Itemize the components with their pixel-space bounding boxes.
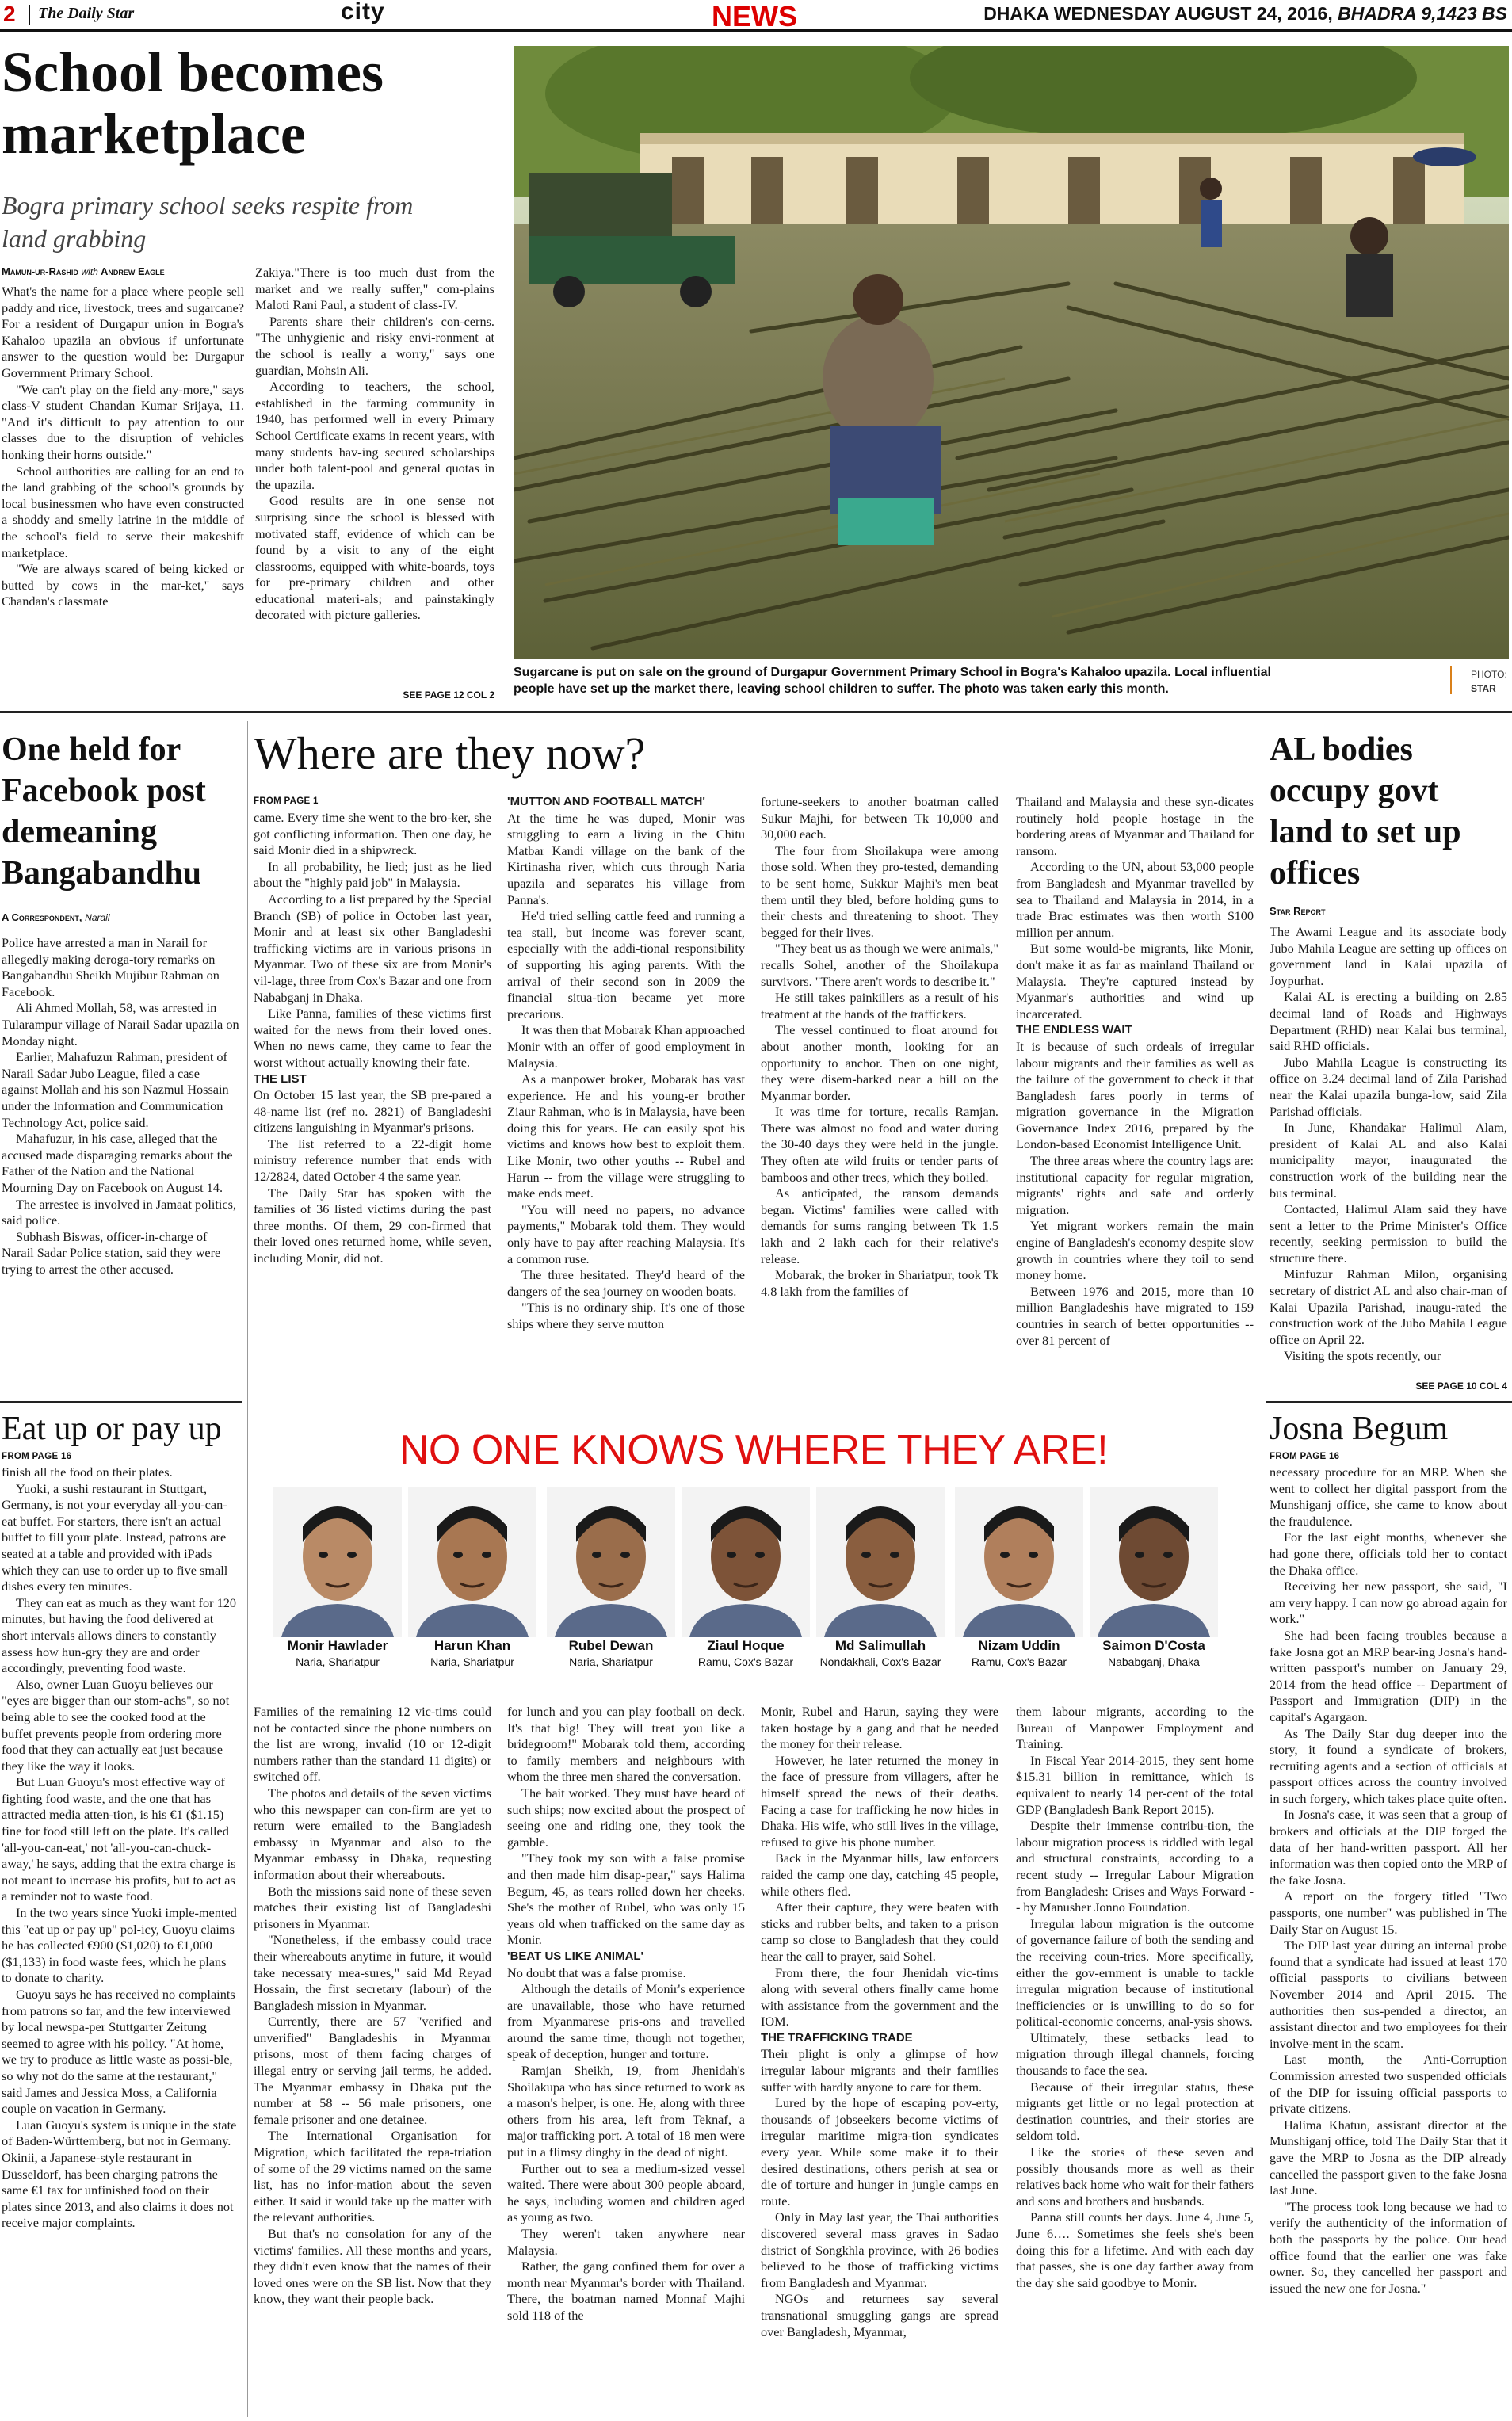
paragraph: But that's no consolation for any of the victims' families. All these months and years, they didn't even know that the names of their loved ones were on the SB list. Now that they know, they want their people back. xyxy=(254,2226,491,2307)
facebook-body: Police have arrested a man in Narail for allegedly making deroga-tory remarks on Bangabandhu Sheikh Mujibur Rahman on Facebook. Ali Ahmed Mollah, 58, was arrested in Tularampur village of Narail Sadar upazila on Monday night. Earlier, Mahafuzur Rahman, president of Narail Sadar Jubo League, filed a case against Mollah and his son Nazmul Hossain under the Information and Communication Technology Act, police said. Mahafuzur, in his case, alleged that the accused made disparaging remarks about the Father of the Nation and the National Mourning Day on Facebook on August 14. The arrestee is involved in Jamaat politics, said police. Subhash Biswas, officer-in-charge of Narail Sadar Police station, said they were trying to arrest the other accused. xyxy=(2,935,239,1277)
where-col-3 xyxy=(761,794,998,1300)
lead-jump: SEE PAGE 12 COL 2 xyxy=(403,689,494,701)
paragraph: them labour migrants, according to the Bureau of Manpower Employment and Training. xyxy=(1016,1704,1254,1752)
paragraph: As a manpower broker, Mobarak has vast experience. He and his young-er brother Ziaur Rahman, who is in Malaysia, have been doing this for years. He can easily spot his victims and knows how best to exploit them. Like Monir, two other youths -- Rubel and Harun -- from the village were struggling to make ends meet. xyxy=(507,1071,745,1201)
paragraph: Panna still counts her days. June 4, June 5, June 6…. Sometimes she feels she's been doing this for a lifetime. And with each day that passes, she is one day farther away from the day she said goodbye to Monir. xyxy=(1016,2209,1254,2290)
paragraph: Thailand and Malaysia and these syn-dicates routinely hold people hostage in the bordering areas of Myanmar and Thailand for ransom. xyxy=(1016,794,1254,858)
sugarcane-market-photo xyxy=(514,46,1509,659)
paragraph: In Fiscal Year 2014-2015, they sent home $15.31 billion in remittance, which is equivalent to nearly 14 per-cent of the total GDP (Bangladesh Bank Report 2015). xyxy=(1016,1752,1254,1817)
where-from: FROM PAGE 1 xyxy=(254,796,319,806)
paragraph: Families of the remaining 12 vic-tims could not be contacted since the phone numbers on the list are wrong, invalid (10 or 12-digit numbers rather than the standard 11 digits) or switched off. xyxy=(254,1704,491,1785)
lead-subtitle: Bogra primary school seeks respite from land grabbing xyxy=(2,191,414,253)
paragraph: On October 15 last year, the SB pre-pared a 48-name list (ref no. 2821) of Bangladeshi citizens languishing in Myanmar's prisons. xyxy=(254,1087,491,1136)
paragraph: Because of their irregular status, these migrants get little or no legal protection at destination countries, and their stories are seldom told. xyxy=(1016,2079,1254,2144)
paragraph: From there, the four Jhenidah vic-tims along with several others finally came home with assistance from the government and the IOM. xyxy=(761,1965,998,2030)
missing-person-name: Saimon D'Costa xyxy=(1102,1638,1205,1653)
portrait-photo xyxy=(547,1487,675,1637)
paragraph: Ramjan Sheikh, 19, from Jhenidah's Shoilakupa who has since returned to work as a mason's helper, is one. He, along with three others from his area, left from Teknaf, a major trafficking port. A total of 18 men were put in a flimsy dinghy in the dead of night. xyxy=(507,2063,745,2160)
missing-person-name: Ziaul Hoque xyxy=(707,1638,785,1653)
news-label: NEWS xyxy=(712,0,797,32)
paragraph: "They took my son with a false promise and then made him disap-pear," says Halima Begum, 45, as tears rolled down her cheeks. She's the mother of Rubel, who was only 15 years old when trafficked on the same day as Monir. xyxy=(507,1850,745,1948)
josna-from: FROM PAGE 16 xyxy=(1270,1452,1340,1461)
al-bottom-rule xyxy=(1266,1401,1512,1403)
paragraph: Between 1976 and 2015, more than 10 million Bangladeshis have migrated to 159 countries in search of better opportunities -- over 81 percent of xyxy=(1016,1283,1254,1348)
missing-person-name: Rubel Dewan xyxy=(568,1638,654,1653)
missing-banner: NO ONE KNOWS WHERE THEY ARE! xyxy=(399,1427,1109,1473)
eatup-from: FROM PAGE 16 xyxy=(2,1452,72,1461)
paragraph: Their plight is only a glimpse of how irregular labour migrants and their families suffer with hardly anyone to care for them. xyxy=(761,2046,998,2095)
paragraph: Like the stories of these seven and possibly thousands more as well as their relatives back home who wait for their fathers and sons and brothers and husbands. xyxy=(1016,2144,1254,2209)
missing-person-location: Naria, Shariatpur xyxy=(569,1655,653,1668)
lead-photo xyxy=(514,46,1509,659)
subhead: 'MUTTON AND FOOTBALL MATCH' xyxy=(507,795,705,808)
facebook-byline: A Correspondent, Narail xyxy=(2,911,110,923)
issue-date xyxy=(983,3,1507,25)
missing-person-name: Md Salimullah xyxy=(834,1638,926,1653)
paragraph: After their capture, they were beaten with sticks and rubber belts, and taken to a prison camp so close to Bangladesh that they could hear the call to prayer, said Sohel. xyxy=(761,1900,998,1964)
paragraph: The three hesitated. They'd heard of the dangers of the sea journey on wooden boats. xyxy=(507,1267,745,1299)
eatup-headline: Eat up or pay up xyxy=(2,1411,222,1447)
subhead: 'BEAT US LIKE ANIMAL' xyxy=(507,1949,644,1963)
portrait-photo xyxy=(408,1487,536,1637)
where-bottom-col-4 xyxy=(1016,1704,1254,2291)
where-bottom-col-1 xyxy=(254,1704,491,2308)
missing-person-location: Nababganj, Dhaka xyxy=(1108,1655,1200,1668)
paragraph: "You will need no papers, no advance payments," Mobarak told them. They would only have to pay after reaching Malaysia. It's a common ruse. xyxy=(507,1201,745,1266)
where-bottom-col-2 xyxy=(507,1704,745,2324)
paragraph: They weren't taken anywhere near Malaysia. xyxy=(507,2226,745,2258)
portrait-photo xyxy=(955,1487,1083,1637)
al-headline: AL bodies occupy govt land to set up offices xyxy=(1270,731,1461,892)
masthead xyxy=(0,0,1512,32)
paragraph: The list referred to a 22-digit home ministry reference number that ends with 12/2824, dated October 4 the same year. xyxy=(254,1136,491,1185)
lead-headline: School becomes marketplace xyxy=(2,40,384,166)
paragraph: The bait worked. They must have heard of such ships; now excited about the prospect of seeing one and riding one, they took the gamble. xyxy=(507,1785,745,1850)
section-name: city xyxy=(341,0,385,25)
facebook-headline: One held for Facebook post demeaning Bangabandhu xyxy=(2,731,206,892)
paragraph: Rather, the gang confined them for over a month near Myanmar's border with Thailand. There, the boatman named Monnaf Majhi sold 118 of the xyxy=(507,2259,745,2323)
subhead: THE LIST xyxy=(254,1071,307,1086)
paragraph: At the time he was duped, Monir was struggling to earn a living in the Chitu Matbar Kandi village on the bank of the Kirtinasha river, which cuts through Naria upazila and separates his village from Panna's. xyxy=(507,810,745,907)
where-col-1 xyxy=(254,810,491,1267)
paragraph: He'd tried selling cattle feed and running a tea stall, but income was forever scant, especially with the addi-tional responsibility of supporting his aging parents. With the arrival of their second son in 2009 the financial situa-tion became yet more precarious. xyxy=(507,908,745,1021)
al-body: The Awami League and its associate body Jubo Mahila League are setting up offices on government land in Kalai upazila of Joypurhat. Kalai AL is erecting a building on 2.85 decimal land of Roads and Highways Department (RHD) near Kalai bus terminal, said RHD officials. Jubo Mahila League is constructing its office on 3.24 decimal land of Zila Parishad near the Kalai upazila bunga-low, said Zila Parishad officials. In June, Khandakar Halimul Alam, president of Kalai AL and also Kalai municipality mayor, inaugurated the construction work of the building near the bus terminal. Contacted, Halimul Alam said they have sent a letter to the Prime Minister's Office recently, seeking permission to build the structure there. Minfuzur Rahman Milon, organising secretary of district AL and also chair-man of Kalai Upazila Parishad, inaugu-rated the construction work of the Jubo Mahila League office on April 22. Visiting the spots recently, our xyxy=(1270,924,1507,1364)
where-col-4 xyxy=(1016,794,1254,1349)
paragraph: Ultimately, these setbacks lead to migration through illegal channels, forcing thousands to face the sea. xyxy=(1016,2030,1254,2079)
paragraph: He still takes painkillers as a result of his treatment at the hands of the traffickers. xyxy=(761,990,998,1021)
paragraph: Although the details of Monir's experience are unavailable, those who have returned from Myanmarese pris-ons and travelled around the same time, though not together, speak of deception, hunger and torture. xyxy=(507,1981,745,2062)
paragraph: The photos and details of the seven victims who this newspaper can con-firm are yet to return were emailed to the Bangladesh embassy in Myanmar and also to the Myanmar embassy in Dhaka, requesting information about their whereabouts. xyxy=(254,1785,491,1882)
portrait-photo xyxy=(682,1487,810,1637)
eatup-body: finish all the food on their plates. Yuoki, a sushi restaurant in Stuttgart, Germany, is not your everyday all-you-can-eat buffet. For starters, there isn't an actual buffet to fill your plate. Instead, patrons are seated at a table and provided with iPads which they can use to order up to five small dishes every ten minutes. They can eat as much as they want for 120 minutes, but having the food delivered at short intervals allows diners to constantly assess how hun-gry they are and order accordingly, preventing food waste. Also, owner Luan Guoyu believes our "eyes are bigger than our stom-achs", so not being able to see the cooked food at the buffet prevents people from ordering more food that they can actually eat just because they like the way it looks. But Luan Guoyu's most effective way of fighting food waste, and the one that has attracted media atten-tion, is his €1 ($1.15) fine for food still left on the plate. It's called 'all-you-can-eat,' not 'all-you-can-chuck-away,' he says, adding that the extra charge is not meant to increase his profits, but to act as a reminder not to waste food. In the two years since Yuoki imple-mented this "eat up or pay up" pol-icy, Guoyu claims he has collected €900 ($1,020) to €1,000 ($1,133) in food waste fees, which he plans to donate to charity. Guoyu says he has received no complaints from patrons so far, and the few interviewed by local newspa-per Stuttgarter Zeitung seemed to agree with his policy. "At home, we try to produce as little waste as possi-ble, so why not do the same at the restaurant," said James and Jessica Moss, a California couple on vacation in Germany. Luan Guoyu's system is unique in the state of Baden-Württemberg, but not in Germany. Okinii, a Japanese-style restaurant in Düsseldorf, has been charging patrons the same €1 tax for unfinished food on their plates since 2013, and also claims it does not receive major complaints. xyxy=(2,1464,237,2231)
missing-person-name: Nizam Uddin xyxy=(978,1638,1060,1653)
paragraph: According to the UN, about 53,000 people from Bangladesh and Myanmar travelled by sea to Thailand and Malaysia in 2014, in a trade Brac estimates was then worth $100 million per annum. xyxy=(1016,859,1254,940)
paragraph: The four from Shoilakupa were among those sold. When they pro-tested, demanding to be sent home, Sukkur Majhi's men beat them until they bled, before holding guns to their chests and threatening to shoot. They begged for their lives. xyxy=(761,842,998,940)
paragraph: "Nonetheless, if the embassy could trace their whereabouts anytime in future, it would take necessary mea-sures," said Md Reyad Hossain, the first secretary (labour) of the Bangladesh mission in Myanmar. xyxy=(254,1932,491,2013)
photo-credit: PHOTO: STAR xyxy=(1471,669,1507,694)
paragraph: NGOs and returnees say several transnational smuggling gangs are spread over Bangladesh, Myanmar, xyxy=(761,2291,998,2339)
paragraph: It is because of such ordeals of irregular labour migrants and their families as well as the failure of the government to check it that Bangladesh fares poorly in terms of migration governance in the Migration Governance Index 2016, prepared by the London-based Economist Intelligence Unit. xyxy=(1016,1038,1254,1152)
paragraph: Lured by the hope of escaping pov-erty, thousands of jobseekers become victims of irregular maritime migra-tion syndicates every year. While some make it to their desired destinations, others perish at sea or die of torture and hunger in jungle camps en route. xyxy=(761,2095,998,2209)
lead-bottom-rule xyxy=(0,711,1512,713)
photo-caption: Sugarcane is put on sale on the ground of Durgapur Government Primary School in Bogra's Kahaloo upazila. Local influential people have set up the market there, leaving school children to suffer. The photo was taken early this month. xyxy=(514,666,1271,696)
facebook-bottom-rule xyxy=(0,1401,242,1403)
paragraph: It was time for torture, recalls Ramjan. There was almost no food and water during the 30-40 days they were held in the jungle. They often ate wild fruits or tender parts of bamboos and other trees, which they boiled. xyxy=(761,1104,998,1185)
paragraph: Mobarak, the broker in Shariatpur, took Tk 4.8 lakh from the families of xyxy=(761,1267,998,1299)
paragraph: According to a list prepared by the Special Branch (SB) of police in October last year, Monir and at least six other Bangladeshi trafficking victims are in various prisons in Myanmar. Two of these six are from Monir's vil-lage, three from Cox's Bazar and one from Nababganj in Dhaka. xyxy=(254,891,491,1005)
paragraph: The International Organisation for Migration, which facilitated the repa-triation of some of the 29 victims named on the same list, has no infor-mation about the seven either. It said it would take up the matter with the relevant authorities. xyxy=(254,2128,491,2225)
paragraph: Both the missions said none of these seven matches their existing list of Bangladeshi prisoners in Myanmar. xyxy=(254,1883,491,1931)
paragraph: came. Every time she went to the bro-ker, she got conflicting information. Then one day, he said Monir died in a shipwreck. xyxy=(254,810,491,858)
missing-person-location: Nondakhali, Cox's Bazar xyxy=(819,1655,941,1668)
paragraph: fortune-seekers to another boatman called Sukur Majhi, for between Tk 10,000 and 30,000 each. xyxy=(761,794,998,842)
paragraph: As anticipated, the ransom demands began. Victims' families were called with demands for sums ranging between Tk 1.5 lakh and 2 lakh each for their relative's release. xyxy=(761,1186,998,1266)
paragraph: It was then that Mobarak Khan approached Monir with an offer of good employment in Malaysia. xyxy=(507,1022,745,1071)
al-jump: SEE PAGE 10 COL 4 xyxy=(1415,1380,1507,1392)
paper-name: The Daily Star xyxy=(38,5,135,22)
subhead: THE TRAFFICKING TRADE xyxy=(761,2030,913,2045)
lead-col-2: Zakiya."There is too much dust from the market and we really suffer," com-plains Maloti Rani Paul, a student of class-IV. Parents share their children's con-cerns. "The unhygienic and risky envi-ronment at the school is really a worry," says one guardian, Mohsin Ali. According to teachers, the school, established in the farming community in 1940, has performed well in every Primary School Certificate exams in recent years, with many students hav-ing secured scholarships under both talent-pool and general quotas in the upazila. Good results are in one sense not surprising since the school is blessed with motivated staff, evidence of which can be found by a visit to any of the eight classrooms, equipped with white-boards, toys for pre-primary children and other educational materi-als; and painstakingly decorated with picture galleries. xyxy=(255,265,494,623)
paragraph: However, he later returned the money in the face of pressure from villagers, after he himself spread the news of their deaths. Facing a case for trafficking he now hides in Dhaka. His wife, who still lives in the village, refused to give his phone number. xyxy=(761,1752,998,1850)
paragraph: Monir, Rubel and Harun, saying they were taken hostage by a gang and that he needed the money for their release. xyxy=(761,1704,998,1752)
paragraph: In all probability, he lied; just as he lied about the "highly paid job" in Malaysia. xyxy=(254,858,491,891)
portrait-photo xyxy=(273,1487,402,1637)
portrait-photo xyxy=(1090,1487,1218,1637)
paragraph: Despite their immense contribu-tion, the labour migration process is riddled with legal and structural constraints, according to a recent study -- Irregular Labour Migration from Bangladesh: Crises and Ways Forward -- by Manusher Jonno Foundation. xyxy=(1016,1818,1254,1915)
paragraph: But some would-be migrants, like Monir, don't make it as far as mainland Thailand or Malaysia. They're captured instead by Myanmar's authorities and wind up incarcerated. xyxy=(1016,941,1254,1021)
where-col-2 xyxy=(507,794,745,1333)
paragraph: The vessel continued to float around for about another month, looking for an opportunity to anchor. Then on one night, they were disem-barked near a hill on the Myanmar border. xyxy=(761,1022,998,1103)
missing-person-location: Ramu, Cox's Bazar xyxy=(971,1655,1067,1668)
page-number: 2 xyxy=(3,2,16,26)
issue-date-bn: BHADRA 9,1423 BS xyxy=(1338,3,1507,24)
paragraph: "This is no ordinary ship. It's one of those ships where they serve mutton xyxy=(507,1300,745,1331)
paragraph: Further out to sea a medium-sized vessel waited. There were about 300 people aboard, he says, including women and children aged as young as two. xyxy=(507,2160,745,2225)
left-col-rule xyxy=(247,721,248,2417)
paragraph: "They beat us as though we were animals," recalls Sohel, another of the Shoilakupa survivors. "There aren't words to describe it." xyxy=(761,941,998,989)
josna-headline: Josna Begum xyxy=(1270,1411,1449,1447)
paragraph: Currently, there are 57 "verified and unverified" Bangladeshis in Myanmar prisons, most of them facing charges of illegal entry or serving jail terms, he added. The Myanmar embassy in Dhaka put the number at 58 -- 56 male prisoners, one female prisoner and one detainee. xyxy=(254,2014,491,2127)
missing-person-location: Naria, Shariatpur xyxy=(296,1655,380,1668)
caption-divider xyxy=(1450,666,1452,694)
subhead: THE ENDLESS WAIT xyxy=(1016,1023,1132,1037)
al-byline: Star Report xyxy=(1270,905,1326,917)
lead-byline: Mamun-ur-Rashid with Andrew Eagle xyxy=(2,265,165,277)
paragraph: Only in May last year, the Thai authorities discovered several mass graves in Sadao district of Songkhla province, with 26 bodies believed to be those of trafficking victims from Bangladesh and Myanmar. xyxy=(761,2209,998,2290)
paragraph: The three areas where the country lags are: institutional capacity for regular migration, migrants' rights and safe and orderly migration. xyxy=(1016,1153,1254,1217)
where-bottom-col-3 xyxy=(761,1704,998,2340)
issue-date-en: DHAKA WEDNESDAY AUGUST 24, 2016, xyxy=(983,3,1333,24)
paragraph: No doubt that was a false promise. xyxy=(507,1965,686,1980)
josna-body: necessary procedure for an MRP. When she went to collect her digital passport from the Munshiganj office, she came to know about the fraudulence. For the last eight months, whenever she had gone there, officials told her to contact the Dhaka office. Receiving her new passport, she said, "I am very happy. I can now go abroad again for work." She had been facing troubles because a fake Josna got an MRP bear-ing Josna's hand-written passport's number on January 29, 2014 from the head office -- Department of Passport and Immigration (DIP) in the capital's Agargaon. As The Daily Star dug deeper into the story, it found a syndicate of brokers, recruiting agents and a section of officials at passport offices across the country involved in such forgery, which takes place quite often. In Josna's case, it was seen that a group of brokers and officials at the DIP forged the data of her hand-written passport. All her information was then copied onto the MRP of the fake Josna. A report on the forgery titled "Two passports, one number" was published in The Daily Star on August 15. The DIP last year during an internal probe found that a syndicate had issued at least 170 official passports to civilians between November 2014 and April 2015. The authorities then sus-pended a director, an assistant director and two employees for their involve-ment in the scam. Last month, the Anti-Corruption Commission arrested two suspended officials of the DIP for issuing official passports to private citizens. Halima Khatun, assistant director at the Munshiganj office, told The Daily Star that it gave the MRP to Josna as the DIP already cancelled the passport given to the fake Josna last June. "The process took long because we had to verify the authenticity of the information of both the passports by the police. Our head office found that the earlier one was fake owner. So, they cancelled her passport and issued the new one for Josna." xyxy=(1270,1464,1507,2296)
lead-col-1: What's the name for a place where people sell paddy and rice, livestock, trees and sugarcane? For a resident of Durgapur union in Bogra's Kahaloo upazila an obvious if unfortunate answer to the question would be: Durgapur Government Primary School. "We can't play on the field any-more," says class-V student Chandan Kumar Srijaya, 11. "And it's difficult to pay attention to our classes due to the disruption of vehicles honking their horns outside." School authorities are calling for an end to the land grabbing of the school's grounds by local businessmen who have even constructed a shoddy and smelly latrine in the middle of the school's field to serve their makeshift marketplace. "We are always scared of being kicked or butted by cows in the mar-ket," says Chandan's classmate xyxy=(2,284,244,609)
masthead-divider xyxy=(29,5,30,25)
missing-person-location: Ramu, Cox's Bazar xyxy=(697,1655,794,1668)
paragraph: The Daily Star has spoken with the families of 36 listed victims during the past three months. Of them, 29 con-firmed that their loved ones returned home, while seven, including Monir, did not. xyxy=(254,1185,491,1266)
paragraph: Back in the Myanmar hills, law enforcers raided the camp one day, catching 45 people, while others fled. xyxy=(761,1850,998,1899)
portrait-photo xyxy=(816,1487,945,1637)
missing-person-name: Harun Khan xyxy=(433,1638,511,1653)
missing-person-location: Naria, Shariatpur xyxy=(430,1655,514,1668)
paragraph: Like Panna, families of these victims first waited for the news from their loved ones. When no news came, they came to fear the worst without actually knowing their fate. xyxy=(254,1006,491,1070)
paragraph: for lunch and you can play football on deck. It's that big! They will treat you like a bridegroom!" Mobarak told them, according to family members and neighbours with whom the three men shared the conversation. xyxy=(507,1704,745,1785)
missing-person-name: Monir Hawlader xyxy=(287,1638,388,1653)
paragraph: Yet migrant workers remain the main engine of Bangladesh's economy despite slow growth in countries where they toil to send money home. xyxy=(1016,1218,1254,1283)
where-headline: Where are they now? xyxy=(254,727,646,779)
paragraph: Irregular labour migration is the outcome of governance failure of both the sending and the receiving coun-tries. More specifically, either the gov-ernment is unable to tackle irregular migration because of institutional inefficiencies or is unwilling to do so for political-economic concerns, anal-ysis shows. xyxy=(1016,1915,1254,2030)
